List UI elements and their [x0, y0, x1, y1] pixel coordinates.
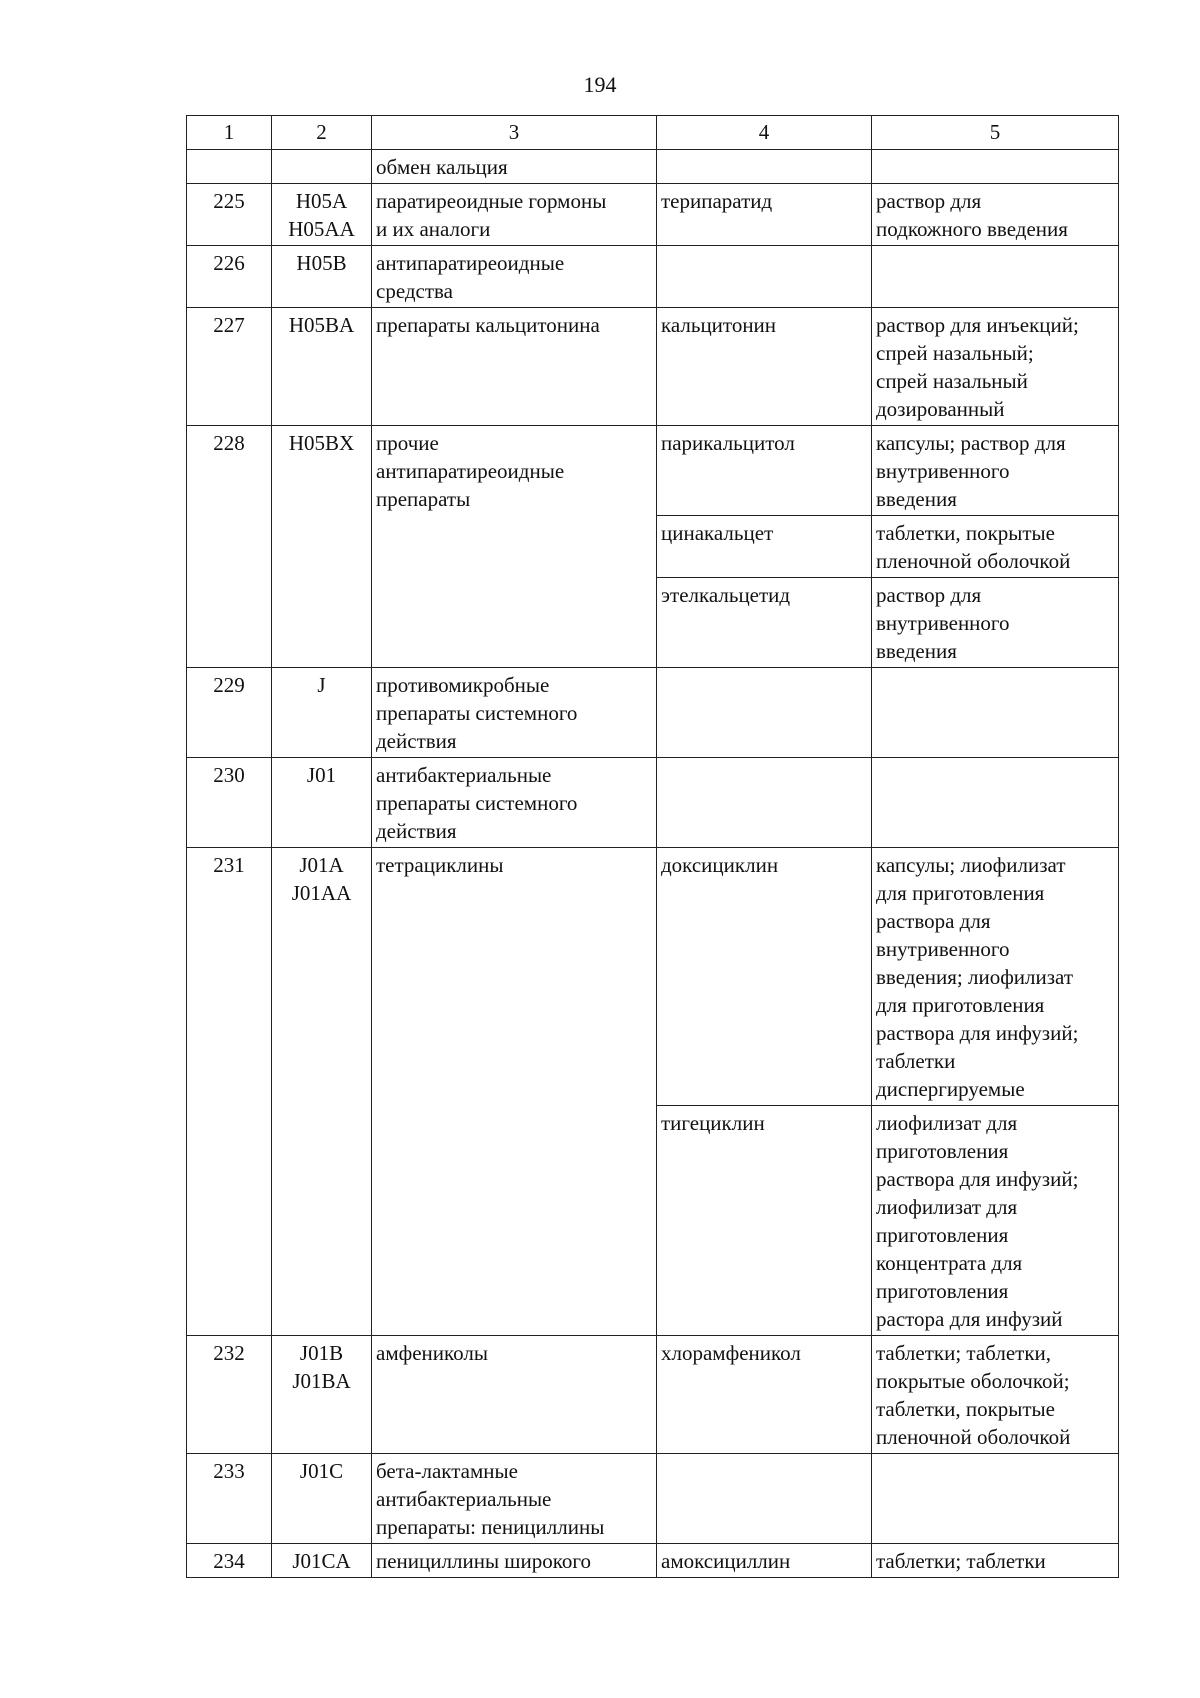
- group-name-line: противомикробные: [376, 673, 550, 697]
- group-name-line: действия: [376, 729, 457, 753]
- group-name-line: препараты системного: [376, 791, 578, 815]
- atc-code-cell: [272, 308, 372, 426]
- dosage-form-cell: [872, 1106, 1119, 1336]
- drug-name-cell: цинакальцет: [657, 516, 872, 578]
- dosage-form-line: внутривенного: [876, 937, 1010, 961]
- dosage-form-line: раствора для инфузий;: [876, 1021, 1079, 1045]
- table-row: [187, 1544, 1119, 1578]
- drug-name-cell: [657, 758, 872, 848]
- dosage-form-line: дозированный: [876, 397, 1005, 421]
- group-name-cell: [372, 1454, 657, 1544]
- atc-code: J: [317, 673, 326, 697]
- table-row: [187, 668, 1119, 758]
- group-name-line: антибактериальные: [376, 1487, 552, 1511]
- group-name-line: препараты: [376, 487, 471, 511]
- dosage-form-line: таблетки; таблетки: [876, 1549, 1046, 1573]
- drug-name-cell: [657, 246, 872, 308]
- dosage-form-line: внутривенного: [876, 611, 1010, 635]
- table-row: [187, 308, 1119, 426]
- row-number-cell: 228: [187, 426, 272, 668]
- dosage-form-line: для приготовления: [876, 993, 1045, 1017]
- drug-name-cell: [657, 668, 872, 758]
- row-number-cell: 226: [187, 246, 272, 308]
- atc-code-cell: [272, 758, 372, 848]
- group-name-cell: [372, 246, 657, 308]
- dosage-form-line: раствора для инфузий;: [876, 1167, 1079, 1191]
- dosage-form-line: растора для инфузий: [876, 1307, 1063, 1331]
- dosage-form-line: таблетки; таблетки,: [876, 1341, 1052, 1365]
- group-name-line: действия: [376, 819, 457, 843]
- table-row: [187, 246, 1119, 308]
- dosage-form-cell: [872, 668, 1119, 758]
- table-row: [187, 758, 1119, 848]
- group-name-line: бета-лактамные: [376, 1459, 518, 1483]
- atc-code-cell: [272, 848, 372, 1336]
- dosage-form-line: пленочной оболочкой: [876, 1425, 1071, 1449]
- page-number: 194: [583, 72, 617, 97]
- dosage-form-line: таблетки, покрытые: [876, 1397, 1055, 1421]
- dosage-form-cell: [872, 758, 1119, 848]
- row-number-cell: 232: [187, 1336, 272, 1454]
- atc-code: J01: [306, 763, 337, 787]
- group-name-cell: [372, 426, 657, 668]
- row-number-cell: 233: [187, 1454, 272, 1544]
- dosage-form-line: диспергируемые: [876, 1077, 1025, 1101]
- dosage-form-cell: [872, 1454, 1119, 1544]
- dosage-form-line: спрей назальный: [876, 369, 1028, 393]
- column-number-1: 1: [187, 116, 272, 150]
- drug-name-cell: амоксициллин: [657, 1544, 872, 1578]
- drug-name-cell: [657, 1454, 872, 1544]
- dosage-form-cell: [872, 308, 1119, 426]
- dosage-form-line: раствора для: [876, 909, 991, 933]
- table-row: [187, 426, 1119, 516]
- dosage-form-line: раствор для инъекций;: [876, 313, 1079, 337]
- table-row: [187, 1454, 1119, 1544]
- dosage-form-line: введения; лиофилизат: [876, 965, 1074, 989]
- atc-code-cell: [272, 426, 372, 668]
- column-number-2: 2: [272, 116, 372, 150]
- atc-code: J01C: [299, 1459, 344, 1483]
- dosage-form-cell: [872, 246, 1119, 308]
- atc-code-cell: [272, 668, 372, 758]
- dosage-form-line: введения: [876, 639, 957, 663]
- dosage-form-cell: [872, 578, 1119, 668]
- group-name-line: прочие: [376, 431, 439, 455]
- group-name-line: пенициллины широкого: [376, 1549, 591, 1573]
- drug-name-cell: этелкальцетид: [657, 578, 872, 668]
- group-name-line: тетрациклины: [376, 853, 504, 877]
- drug-table: [186, 115, 1119, 1578]
- row-number-cell: 230: [187, 758, 272, 848]
- dosage-form-cell: [872, 150, 1119, 184]
- dosage-form-cell: [872, 848, 1119, 1106]
- row-number-cell: 229: [187, 668, 272, 758]
- atc-code-cell: [272, 150, 372, 184]
- drug-name-cell: хлорамфеникол: [657, 1336, 872, 1454]
- drug-name-cell: тигециклин: [657, 1106, 872, 1336]
- dosage-form-line: капсулы; раствор для: [876, 431, 1066, 455]
- dosage-form-line: введения: [876, 487, 957, 511]
- atc-code: J01B: [299, 1341, 344, 1365]
- group-name-cell: [372, 308, 657, 426]
- table-row: [187, 1336, 1119, 1454]
- group-name-line: паратиреоидные гормоны: [376, 189, 607, 213]
- table-row: [187, 184, 1119, 246]
- atc-code-cell: [272, 184, 372, 246]
- dosage-form-line: лиофилизат для: [876, 1195, 1018, 1219]
- group-name-line: препараты: пенициллины: [376, 1515, 605, 1539]
- atc-code-cell: [272, 1336, 372, 1454]
- dosage-form-line: для приготовления: [876, 881, 1045, 905]
- dosage-form-line: подкожного введения: [876, 217, 1068, 241]
- drug-name-cell: доксициклин: [657, 848, 872, 1106]
- atc-code: J01A: [299, 853, 344, 877]
- group-name-line: обмен кальция: [376, 155, 508, 179]
- group-name-cell: [372, 150, 657, 184]
- atc-code-cell: [272, 1454, 372, 1544]
- dosage-form-line: спрей назальный;: [876, 341, 1034, 365]
- group-name-cell: [372, 1336, 657, 1454]
- row-number-cell: 231: [187, 848, 272, 1336]
- atc-code: H05AA: [288, 217, 355, 241]
- dosage-form-line: пленочной оболочкой: [876, 549, 1071, 573]
- row-number-cell: 225: [187, 184, 272, 246]
- group-name-line: и их аналоги: [376, 217, 491, 241]
- dosage-form-line: приготовления: [876, 1223, 1009, 1247]
- dosage-form-line: таблетки, покрытые: [876, 521, 1055, 545]
- column-number-3: 3: [372, 116, 657, 150]
- atc-code-cell: [272, 1544, 372, 1578]
- atc-code: H05B: [296, 251, 347, 275]
- group-name-cell: [372, 184, 657, 246]
- dosage-form-line: концентрата для: [876, 1251, 1023, 1275]
- row-number-cell: 227: [187, 308, 272, 426]
- group-name-cell: [372, 848, 657, 1336]
- column-number-4: 4: [657, 116, 872, 150]
- group-name-cell: [372, 1544, 657, 1578]
- dosage-form-cell: [872, 184, 1119, 246]
- group-name-line: амфениколы: [376, 1341, 488, 1365]
- dosage-form-line: лиофилизат для: [876, 1111, 1018, 1135]
- group-name-line: антибактериальные: [376, 763, 552, 787]
- drug-name-cell: [657, 150, 872, 184]
- dosage-form-cell: [872, 1544, 1119, 1578]
- atc-code-cell: [272, 246, 372, 308]
- drug-name-cell: кальцитонин: [657, 308, 872, 426]
- atc-code: J01AA: [291, 881, 352, 905]
- group-name-line: препараты системного: [376, 701, 578, 725]
- atc-code: J01CA: [292, 1549, 351, 1573]
- group-name-line: антипаратиреоидные: [376, 459, 565, 483]
- table-header-row: [187, 116, 1119, 150]
- atc-code: H05BX: [288, 431, 355, 455]
- dosage-form-line: приготовления: [876, 1279, 1009, 1303]
- dosage-form-line: внутривенного: [876, 459, 1010, 483]
- row-number-cell: 234: [187, 1544, 272, 1578]
- dosage-form-cell: [872, 426, 1119, 516]
- group-name-cell: [372, 758, 657, 848]
- drug-name-cell: парикальцитол: [657, 426, 872, 516]
- atc-code: H05A: [295, 189, 348, 213]
- row-number-cell: [187, 150, 272, 184]
- dosage-form-line: раствор для: [876, 189, 982, 213]
- table-row: [187, 150, 1119, 184]
- dosage-form-line: приготовления: [876, 1139, 1009, 1163]
- dosage-form-line: таблетки: [876, 1049, 956, 1073]
- group-name-line: средства: [376, 279, 454, 303]
- drug-name-cell: терипаратид: [657, 184, 872, 246]
- dosage-form-line: покрытые оболочкой;: [876, 1369, 1070, 1393]
- dosage-form-cell: [872, 516, 1119, 578]
- dosage-form-line: капсулы; лиофилизат: [876, 853, 1066, 877]
- group-name-line: препараты кальцитонина: [376, 313, 600, 337]
- group-name-cell: [372, 668, 657, 758]
- atc-code: H05BA: [288, 313, 355, 337]
- atc-code: J01BA: [292, 1369, 351, 1393]
- dosage-form-line: раствор для: [876, 583, 982, 607]
- table-row: [187, 848, 1119, 1106]
- column-number-5: 5: [872, 116, 1119, 150]
- dosage-form-cell: [872, 1336, 1119, 1454]
- group-name-line: антипаратиреоидные: [376, 251, 565, 275]
